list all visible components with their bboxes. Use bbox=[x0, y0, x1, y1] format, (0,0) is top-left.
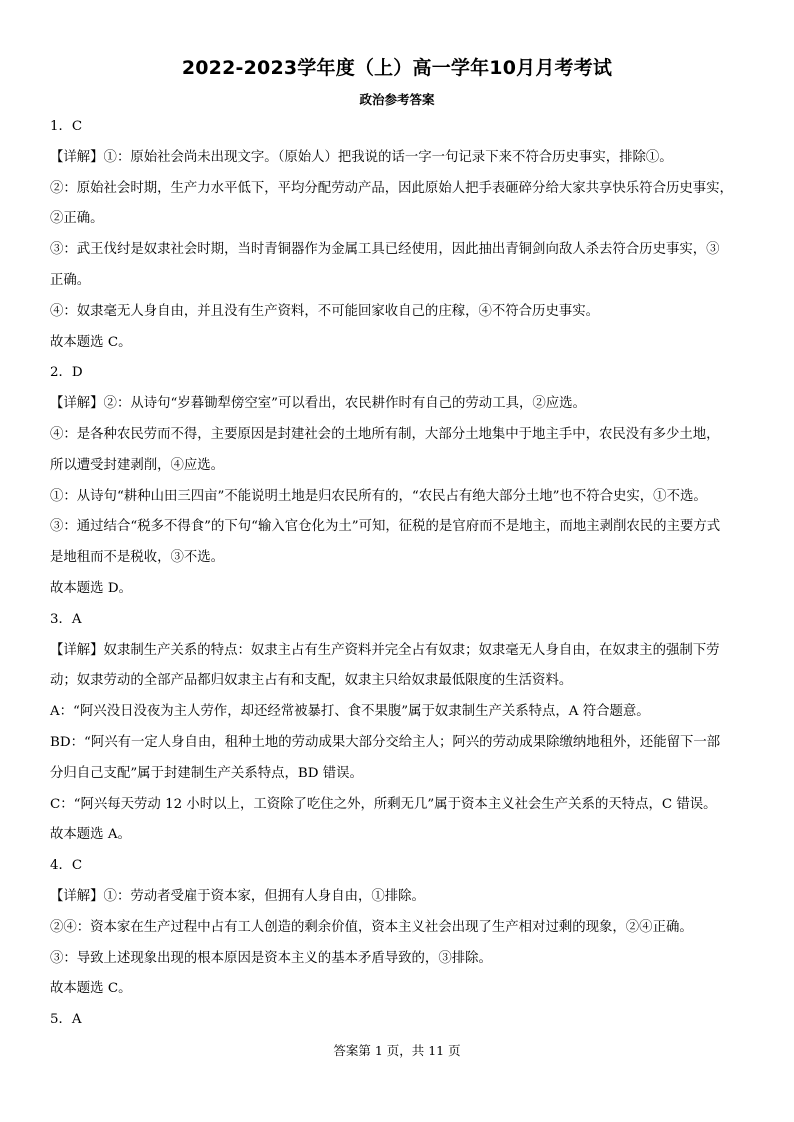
q2-explanation-line: 是地租而不是税收，③不选。 bbox=[50, 550, 225, 566]
q2-explanation: 【详解】②：从诗句“岁暮锄犁傍空室”可以看出，农民耕作时有自己的劳动工具，②应选。 bbox=[50, 396, 586, 412]
q3-explanation-line: A：“阿兴没日没夜为主人劳作，却还经常被暴打、食不果腹”属于奴隶制生产关系特点，A 符合题意。 bbox=[50, 704, 650, 720]
q1-explanation: 【详解】①：原始社会尚未出现文字。（原始人）把我说的话一字一句记录下来不符合历史事实，排除①。 bbox=[50, 149, 673, 165]
q1-explanation-line: ②：原始社会时期，生产力水平低下，平均分配劳动产品，因此原始人把手表砸碎分给大家共享快乐符合历史事实， bbox=[50, 180, 733, 196]
q2-explanation-line: ④：是各种农民劳而不得，主要原因是封建社会的土地所有制，大部分土地集中于地主手中，农民没有多少土地， bbox=[50, 426, 720, 442]
q2-explanation-line: ①：从诗句“耕种山田三四亩”不能说明土地是归农民所有的，“农民占有绝大部分土地”也不符合史实，①不选。 bbox=[50, 488, 707, 504]
q1-conclusion: 故本题选 C。 bbox=[50, 334, 132, 350]
q1-explanation-line: ②正确。 bbox=[50, 211, 104, 227]
q2-conclusion: 故本题选 D。 bbox=[50, 580, 132, 596]
question-1-answer: 1．C bbox=[50, 119, 83, 134]
question-4-answer: 4．C bbox=[50, 858, 83, 874]
q1-explanation-line: ③：武王伐纣是奴隶社会时期，当时青铜器作为金属工具已经使用，因此抽出青铜剑向敌人杀去符合历史事实，③ bbox=[50, 242, 720, 258]
answer-body bbox=[50, 112, 750, 1036]
question-5-answer: 5．A bbox=[50, 1012, 82, 1028]
page-title: 2022-2023学年度（上）高一学年10月月考考试 bbox=[181, 57, 613, 79]
page-subtitle: 政治参考答案 bbox=[359, 92, 435, 107]
q4-conclusion: 故本题选 C。 bbox=[50, 981, 132, 997]
q1-explanation-line: 正确。 bbox=[50, 272, 91, 288]
q3-explanation-line: 分归自己支配”属于封建制生产关系特点，BD 错误。 bbox=[50, 765, 363, 781]
q4-explanation-line: ③：导致上述现象出现的根本原因是资本主义的基本矛盾导致的，③排除。 bbox=[50, 950, 492, 966]
q2-explanation-line: ③：通过结合“税多不得食”的下句“输入官仓化为土”可知，征税的是官府而不是地主，而地主剥削农民的主要方式 bbox=[50, 519, 721, 535]
question-3-answer: 3．A bbox=[50, 611, 82, 627]
q2-explanation-line: 所以遭受封建剥削，④应选。 bbox=[50, 457, 225, 473]
q3-explanation-line: BD：“阿兴有一定人身自由，租种土地的劳动成果大部分交给主人；阿兴的劳动成果除缴纳地租外，还能留下一部 bbox=[50, 734, 721, 750]
q1-explanation-line: ④：奴隶毫无人身自由，并且没有生产资料，不可能回家收自己的庄稼，④不符合历史事实。 bbox=[50, 303, 600, 319]
q3-explanation-line: C：“阿兴每天劳动 12 小时以上，工资除了吃住之外，所剩无几”属于资本主义社会生产关系的天特点，C 错误。 bbox=[50, 796, 717, 812]
question-2-answer: 2．D bbox=[50, 365, 83, 381]
q4-explanation: 【详解】①：劳动者受雇于资本家，但拥有人身自由，①排除。 bbox=[50, 888, 425, 904]
page-footer: 答案第 1 页，共 11 页 bbox=[333, 1043, 461, 1058]
q4-explanation-line: ②④：资本家在生产过程中占有工人创造的剩余价值，资本主义社会出现了生产相对过剩的现象，②④正确。 bbox=[50, 919, 693, 935]
q3-explanation: 【详解】奴隶制生产关系的特点：奴隶主占有生产资料并完全占有奴隶；奴隶毫无人身自由，在奴隶主的强制下劳 bbox=[50, 642, 720, 658]
q3-conclusion: 故本题选 A。 bbox=[50, 827, 131, 843]
q3-explanation-line: 动；奴隶劳动的全部产品都归奴隶主占有和支配，奴隶主只给奴隶最低限度的生活资料。 bbox=[50, 673, 573, 689]
